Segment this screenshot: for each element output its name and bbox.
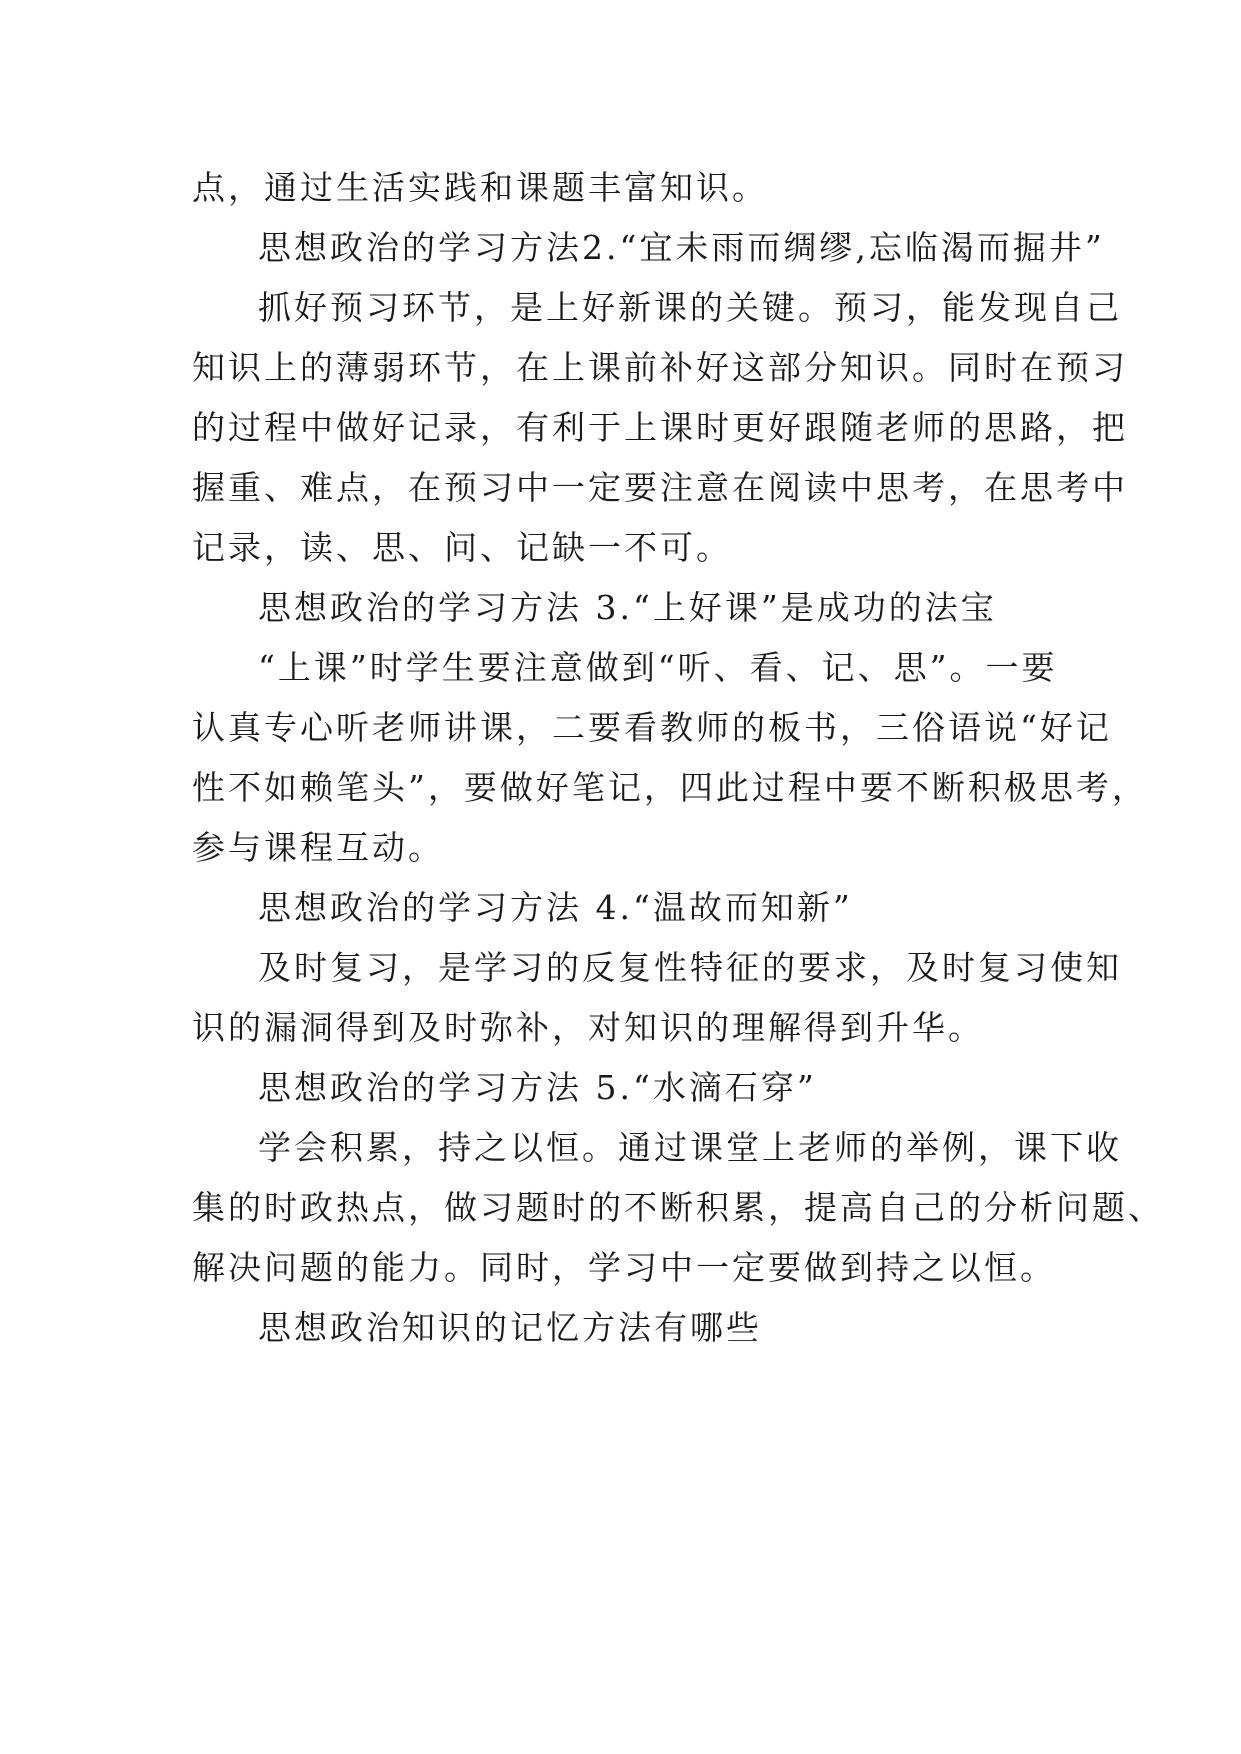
section-heading: 思想政治的学习方法 5.“水滴石穿” (258, 1068, 817, 1107)
paragraph-line: 知识上的薄弱环节，在上课前补好这部分知识。同时在预习 (192, 348, 1128, 387)
section-heading: 思想政治的学习方法2.“宜未雨而绸缪,忘临渴而掘井” (258, 228, 1105, 267)
paragraph-line: 的过程中做好记录，有利于上课时更好跟随老师的思路，把 (192, 408, 1128, 447)
paragraph-line: “上课”时学生要注意做到“听、看、记、思”。一要 (258, 648, 1058, 687)
section-heading: 思想政治知识的记忆方法有哪些 (258, 1308, 762, 1347)
paragraph-line: 点，通过生活实践和课题丰富知识。 (192, 168, 768, 207)
paragraph-line: 集的时政热点，做习题时的不断积累，提高自己的分析问题、 (192, 1188, 1164, 1227)
section-heading: 思想政治的学习方法 3.“上好课”是成功的法宝 (258, 588, 997, 627)
paragraph-line: 及时复习，是学习的反复性特征的要求，及时复习使知 (258, 948, 1122, 987)
paragraph-line: 认真专心听老师讲课，二要看教师的板书，三俗语说“好记 (192, 708, 1112, 747)
paragraph-line: 握重、难点，在预习中一定要注意在阅读中思考，在思考中 (192, 468, 1128, 507)
paragraph-line: 识的漏洞得到及时弥补，对知识的理解得到升华。 (192, 1008, 984, 1047)
paragraph-line: 性不如赖笔头”，要做好笔记，四此过程中要不断积极思考， (192, 768, 1148, 807)
paragraph-line: 参与课程互动。 (192, 828, 444, 867)
paragraph-line: 学会积累，持之以恒。通过课堂上老师的举例，课下收 (258, 1128, 1122, 1167)
section-heading: 思想政治的学习方法 4.“温故而知新” (258, 888, 853, 927)
paragraph-line: 抓好预习环节，是上好新课的关键。预习，能发现自己 (258, 288, 1122, 327)
paragraph-line: 解决问题的能力。同时，学习中一定要做到持之以恒。 (192, 1248, 1056, 1287)
paragraph-line: 记录，读、思、问、记缺一不可。 (192, 528, 732, 567)
